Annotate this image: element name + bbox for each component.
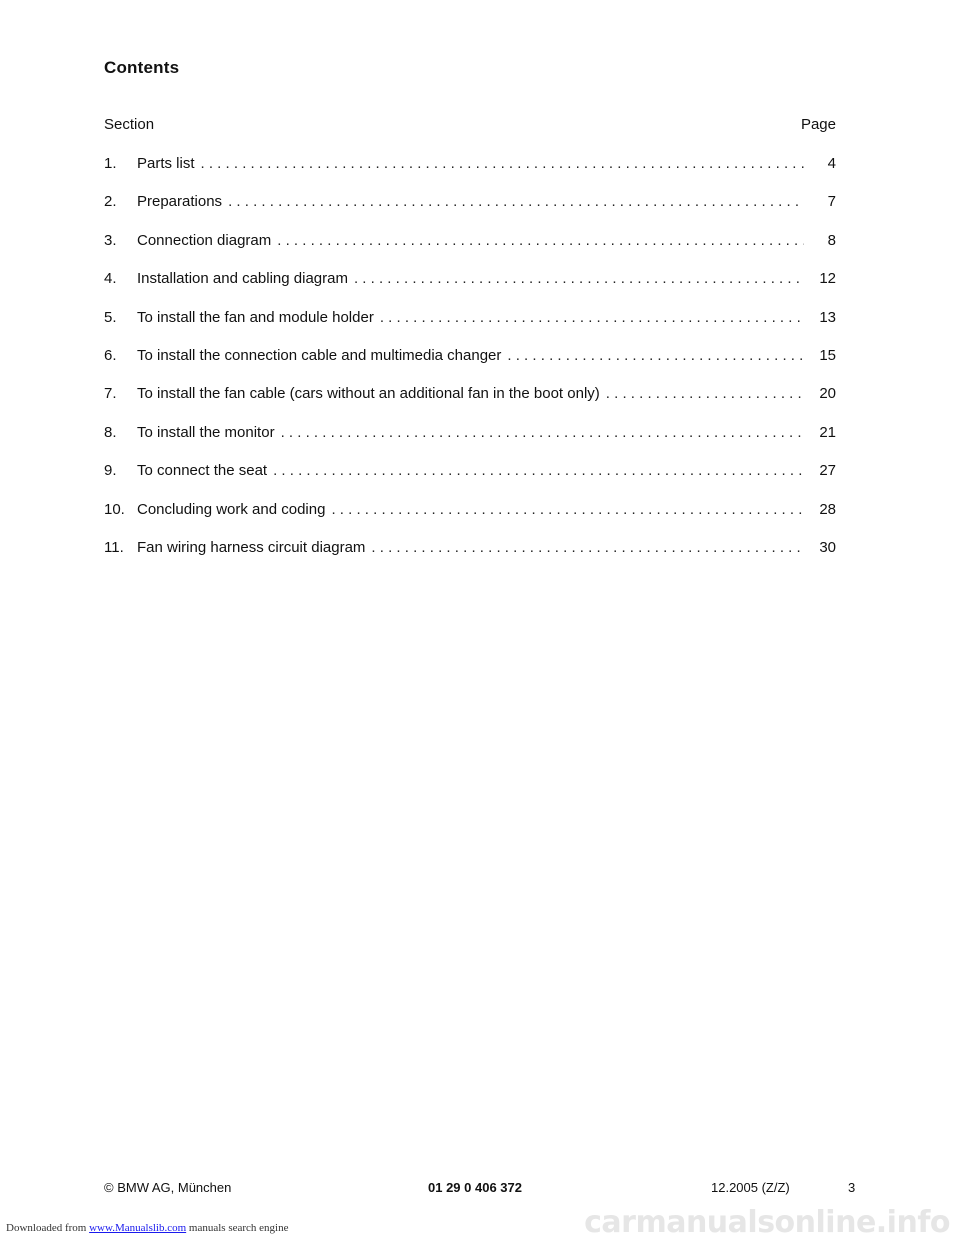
footer-date: 12.2005 (Z/Z)	[711, 1180, 790, 1195]
toc-entry-title: Concluding work and coding	[137, 500, 326, 518]
manualslib-link[interactable]: www.Manualslib.com	[89, 1222, 187, 1234]
toc-entry-page: 27	[819, 462, 836, 480]
toc-entry-installation-cabling[interactable]	[104, 270, 836, 308]
toc-entry-page: 8	[827, 231, 836, 249]
toc-entry-preparations[interactable]	[104, 193, 836, 231]
toc-entry-title: Preparations	[137, 193, 223, 211]
dot-leader	[354, 270, 804, 287]
table-of-contents	[104, 155, 836, 577]
toc-entry-fan-cable[interactable]	[104, 385, 836, 423]
dot-leader	[273, 462, 804, 479]
toc-entry-title: Installation and cabling diagram	[137, 270, 348, 288]
toc-entry-connection-diagram[interactable]	[104, 232, 836, 270]
toc-entry-page: 7	[827, 193, 836, 211]
toc-entry-page: 21	[819, 423, 836, 441]
toc-entry-number: 3.	[104, 231, 117, 249]
toc-entry-page: 4	[827, 155, 836, 172]
toc-entry-number: 8.	[104, 423, 117, 441]
toc-entry-number: 1.	[104, 155, 117, 172]
toc-entry-circuit-diagram[interactable]	[104, 539, 836, 577]
download-note	[6, 1222, 288, 1234]
download-note-prefix: Downloaded from	[6, 1222, 87, 1234]
dot-leader	[331, 501, 804, 518]
toc-entry-title: To install the fan cable (cars without an additional fan in the boot only)	[137, 385, 600, 403]
toc-entry-number: 9.	[104, 462, 117, 480]
dot-leader	[380, 309, 804, 326]
page-title: Contents	[104, 58, 180, 77]
dot-leader	[201, 155, 804, 172]
toc-entry-number: 5.	[104, 308, 117, 326]
toc-entry-connection-cable-changer[interactable]	[104, 347, 836, 385]
dot-leader	[228, 193, 804, 210]
toc-entry-page: 28	[819, 500, 836, 518]
toc-entry-page: 12	[819, 270, 836, 288]
toc-entry-number: 6.	[104, 346, 117, 364]
watermark: carmanualsonline.info	[584, 1205, 950, 1240]
footer-document-number: 01 29 0 406 372	[428, 1180, 522, 1195]
dot-leader	[606, 385, 804, 402]
dot-leader	[277, 232, 804, 249]
toc-entry-title: To connect the seat	[137, 462, 268, 480]
download-note-suffix: manuals search engine	[188, 1222, 289, 1234]
toc-entry-number: 7.	[104, 385, 117, 403]
dot-leader	[371, 539, 804, 556]
toc-entry-title: To install the connection cable and multimedia changer	[137, 346, 502, 364]
toc-entry-page: 30	[819, 538, 836, 556]
footer-copyright: © BMW AG, München	[104, 1180, 232, 1195]
toc-entry-monitor[interactable]	[104, 424, 836, 462]
dot-leader	[507, 347, 804, 364]
footer-page-number: 3	[848, 1180, 856, 1195]
toc-entry-fan-module-holder[interactable]	[104, 309, 836, 347]
toc-entry-number: 11.	[104, 538, 124, 556]
page-column-label: Page	[800, 116, 836, 133]
toc-entry-number: 10.	[104, 500, 125, 518]
toc-entry-title: To install the monitor	[137, 423, 275, 441]
toc-entry-connect-seat[interactable]	[104, 462, 836, 500]
toc-entry-title: To install the fan and module holder	[137, 308, 374, 326]
section-column-label: Section	[104, 116, 155, 133]
toc-entry-page: 13	[819, 308, 836, 326]
toc-entry-title: Fan wiring harness circuit diagram	[137, 538, 366, 556]
toc-entry-title: Connection diagram	[137, 231, 272, 249]
toc-entry-page: 20	[819, 385, 836, 403]
dot-leader	[281, 424, 804, 441]
toc-entry-number: 4.	[104, 270, 117, 288]
toc-entry-number: 2.	[104, 193, 117, 211]
toc-entry-title: Parts list	[137, 155, 195, 172]
toc-entry-concluding-work[interactable]	[104, 501, 836, 539]
toc-entry-page: 15	[819, 346, 836, 364]
toc-entry-parts-list[interactable]	[104, 155, 836, 193]
